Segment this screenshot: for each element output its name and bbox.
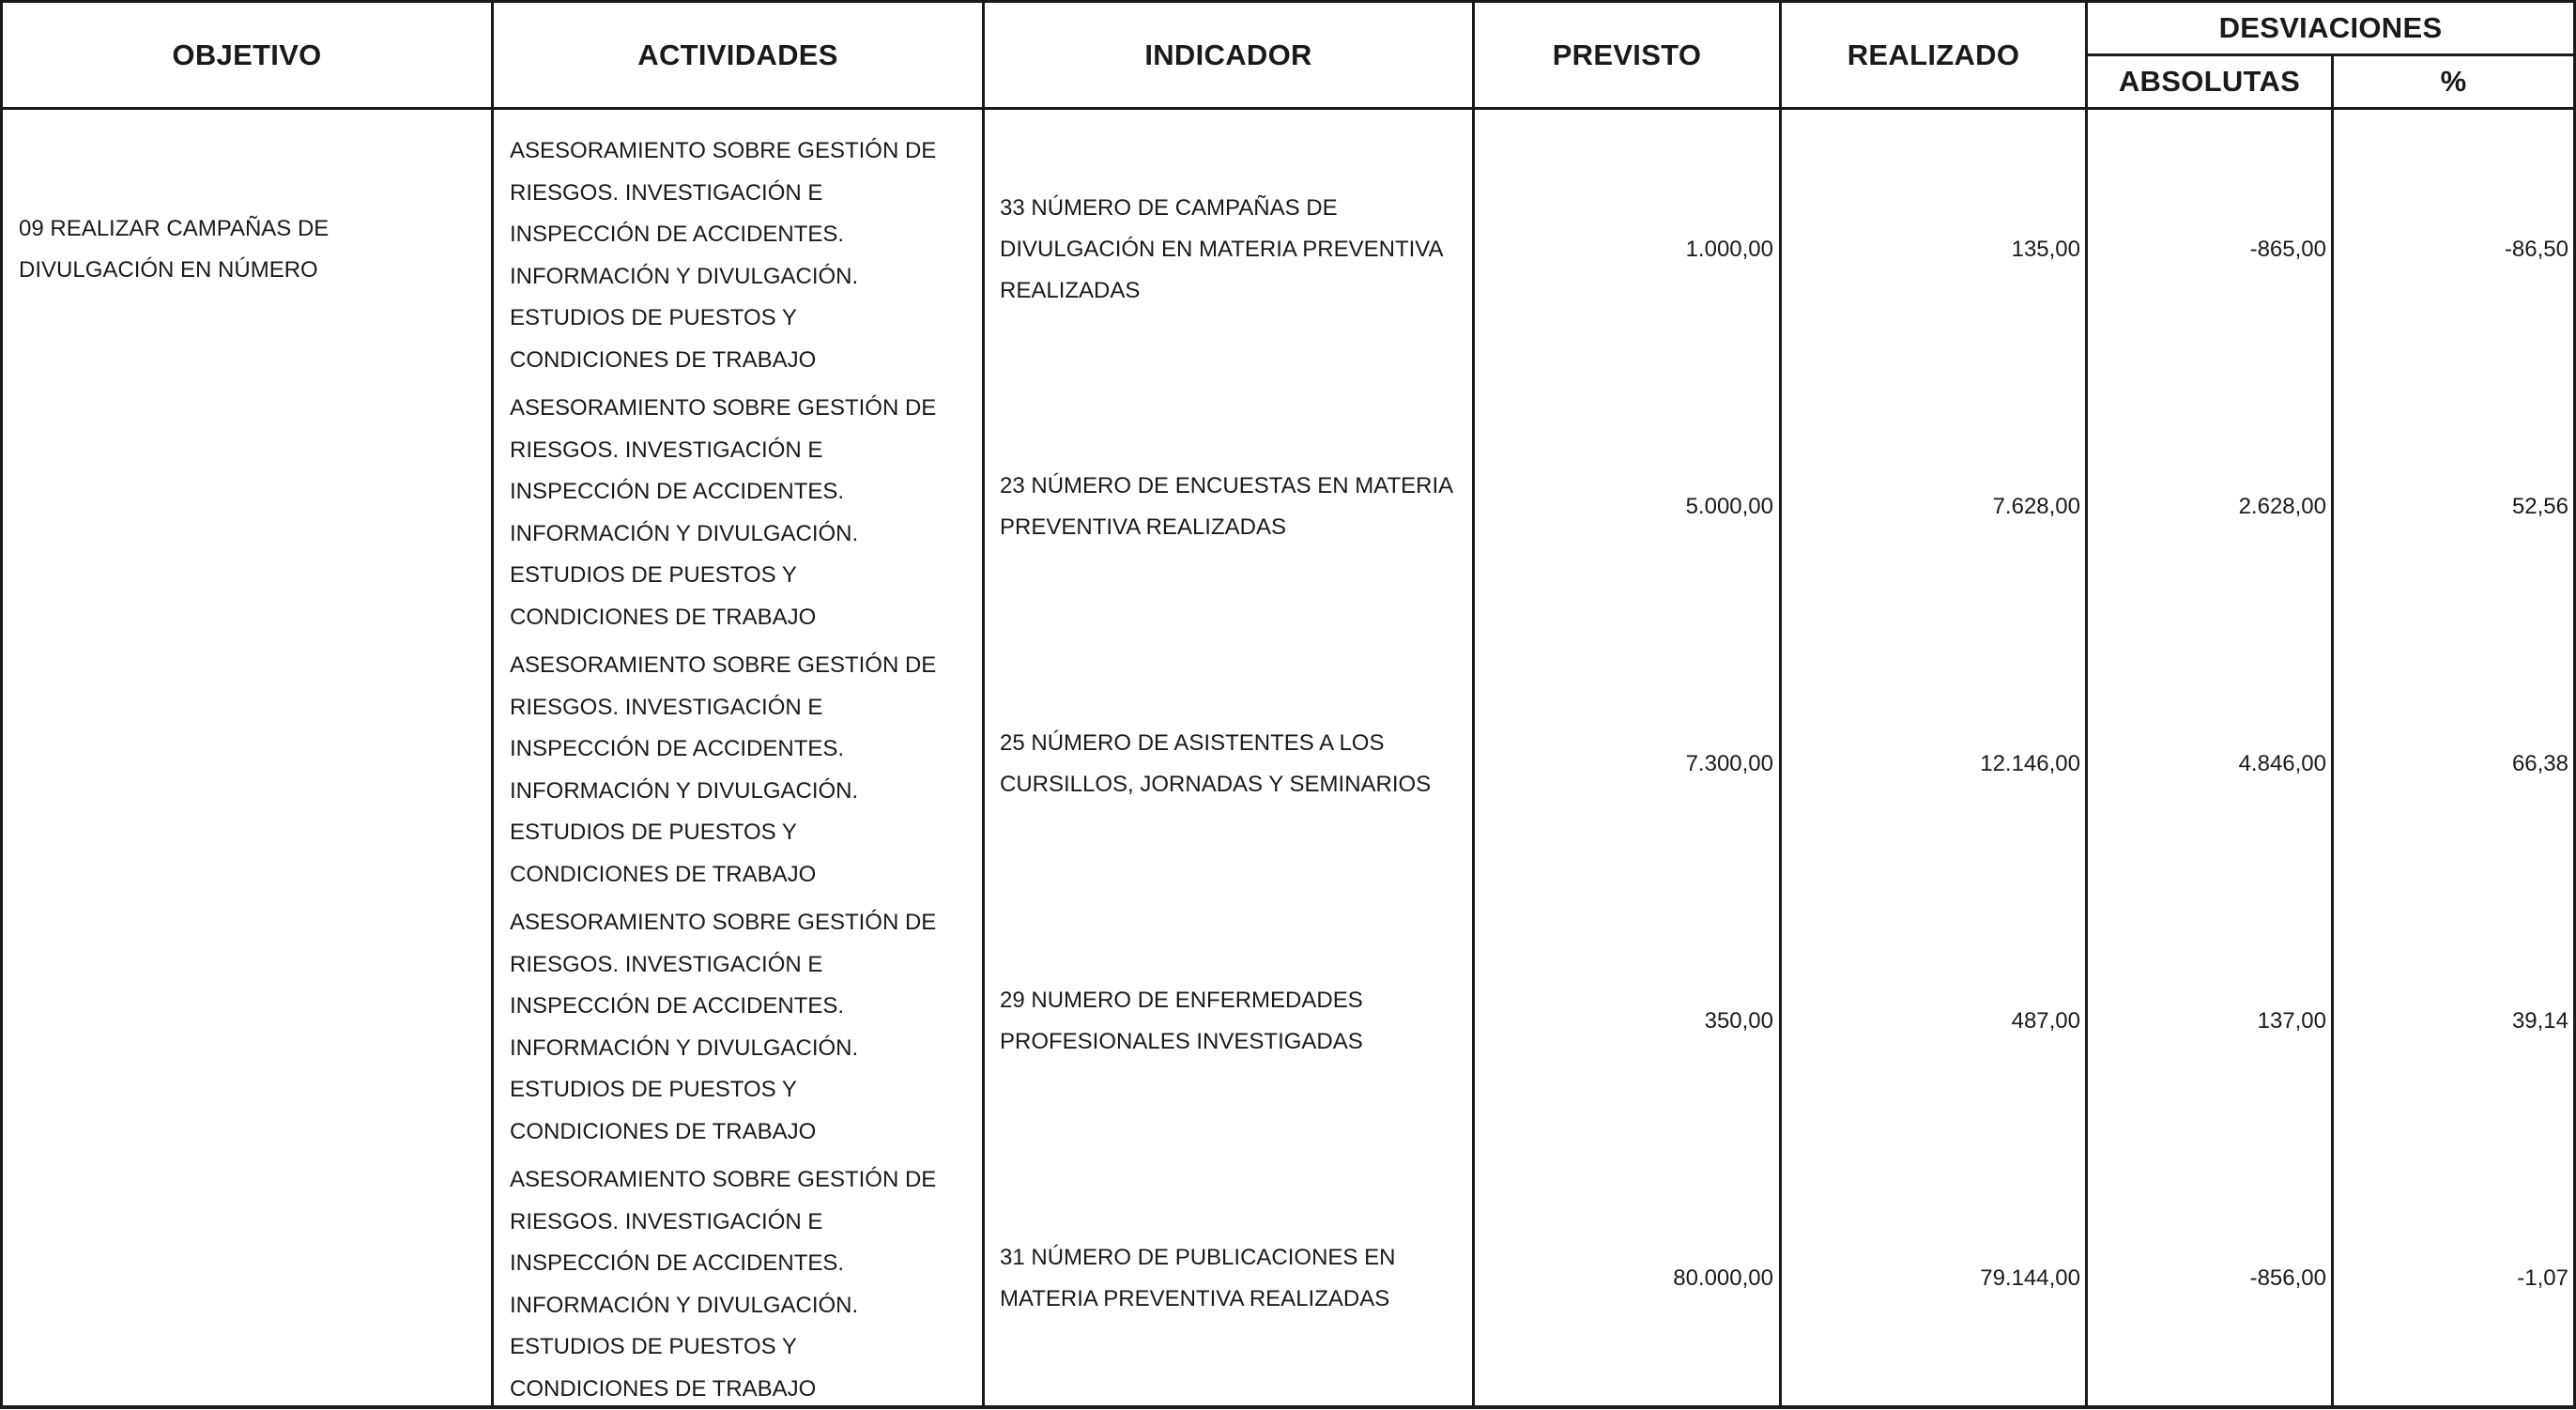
actividades-cell: ASESORAMIENTO SOBRE GESTIÓN DE RIESGOS. INVESTIGACIÓN E INSPECCIÓN DE ACCIDENTES. INFORMACIÓN Y DIVULGACIÓN. ESTUDIOS DE PUESTOS Y CONDICIONES DE TRABAJO [510, 652, 937, 887]
header-actividades: ACTIVIDADES [637, 38, 838, 71]
header-desviaciones: DESVIACIONES [2218, 11, 2443, 44]
indicador-cell [1000, 378, 1479, 636]
absolutas-cell: 137,00 [2257, 1008, 2326, 1034]
header-realizado: REALIZADO [1847, 38, 2020, 71]
absolutas-cell: -865,00 [2249, 237, 2326, 262]
table-row [0, 636, 2576, 893]
previsto-cell: 1.000,00 [1685, 237, 1773, 262]
header-indicador: INDICADOR [1144, 38, 1312, 71]
header-objetivo: OBJETIVO [172, 38, 322, 71]
indicador-cell [1000, 1150, 1479, 1407]
objetivo-cell: 09 REALIZAR CAMPAÑAS DE DIVULGACIÓN EN NÚMERO [19, 216, 330, 283]
actividades-cell: ASESORAMIENTO SOBRE GESTIÓN DE RIESGOS. INVESTIGACIÓN E INSPECCIÓN DE ACCIDENTES. INFORMACIÓN Y DIVULGACIÓN. ESTUDIOS DE PUESTOS Y CONDICIONES DE TRABAJO [510, 1167, 937, 1402]
table-row [0, 1150, 2576, 1407]
porcentaje-cell: -86,50 [2504, 237, 2568, 262]
indicador-cell [1000, 121, 1479, 378]
absolutas-cell: 4.846,00 [2238, 751, 2326, 776]
indicador-text: 33 NÚMERO DE CAMPAÑAS DE DIVULGACIÓN EN MATERIA PREVENTIVA REALIZADAS [1000, 195, 1443, 303]
absolutas-cell: -856,00 [2249, 1265, 2326, 1291]
header-porcentaje: % [2440, 65, 2467, 98]
indicador-text: 25 NÚMERO DE ASISTENTES A LOS CURSILLOS, JORNADAS Y SEMINARIOS [1000, 730, 1432, 797]
indicador-text: 23 NÚMERO DE ENCUESTAS EN MATERIA PREVENTIVA REALIZADAS [1000, 473, 1452, 540]
realizado-cell: 135,00 [2011, 237, 2080, 262]
realizado-cell: 487,00 [2011, 1008, 2080, 1034]
header-previsto: PREVISTO [1552, 38, 1702, 71]
indicador-cell [1000, 636, 1479, 893]
actividades-cell: ASESORAMIENTO SOBRE GESTIÓN DE RIESGOS. INVESTIGACIÓN E INSPECCIÓN DE ACCIDENTES. INFORMACIÓN Y DIVULGACIÓN. ESTUDIOS DE PUESTOS Y CONDICIONES DE TRABAJO [510, 395, 937, 630]
actividades-cell: ASESORAMIENTO SOBRE GESTIÓN DE RIESGOS. INVESTIGACIÓN E INSPECCIÓN DE ACCIDENTES. INFORMACIÓN Y DIVULGACIÓN. ESTUDIOS DE PUESTOS Y CONDICIONES DE TRABAJO [510, 138, 937, 373]
indicador-text: 31 NÚMERO DE PUBLICACIONES EN MATERIA PREVENTIVA REALIZADAS [1000, 1245, 1396, 1311]
absolutas-cell: 2.628,00 [2238, 494, 2326, 519]
porcentaje-cell: -1,07 [2517, 1265, 2568, 1291]
porcentaje-cell: 52,56 [2511, 494, 2568, 519]
realizado-cell: 7.628,00 [1992, 494, 2080, 519]
previsto-cell: 80.000,00 [1673, 1265, 1773, 1291]
indicador-text: 29 NUMERO DE ENFERMEDADES PROFESIONALES INVESTIGADAS [1000, 988, 1363, 1054]
table-row [0, 121, 2576, 378]
porcentaje-cell: 39,14 [2511, 1008, 2568, 1034]
previsto-cell: 350,00 [1704, 1008, 1773, 1034]
realizado-cell: 12.146,00 [1980, 751, 2080, 776]
porcentaje-cell: 66,38 [2511, 751, 2568, 776]
previsto-cell: 7.300,00 [1685, 751, 1773, 776]
header-divider [0, 107, 2576, 110]
indicador-cell [1000, 893, 1479, 1150]
header-absolutas: ABSOLUTAS [2118, 65, 2301, 98]
table-row [0, 893, 2576, 1150]
previsto-cell: 5.000,00 [1685, 494, 1773, 519]
table-row [0, 378, 2576, 636]
actividades-cell: ASESORAMIENTO SOBRE GESTIÓN DE RIESGOS. INVESTIGACIÓN E INSPECCIÓN DE ACCIDENTES. INFORMACIÓN Y DIVULGACIÓN. ESTUDIOS DE PUESTOS Y CONDICIONES DE TRABAJO [510, 910, 937, 1144]
realizado-cell: 79.144,00 [1980, 1265, 2080, 1291]
